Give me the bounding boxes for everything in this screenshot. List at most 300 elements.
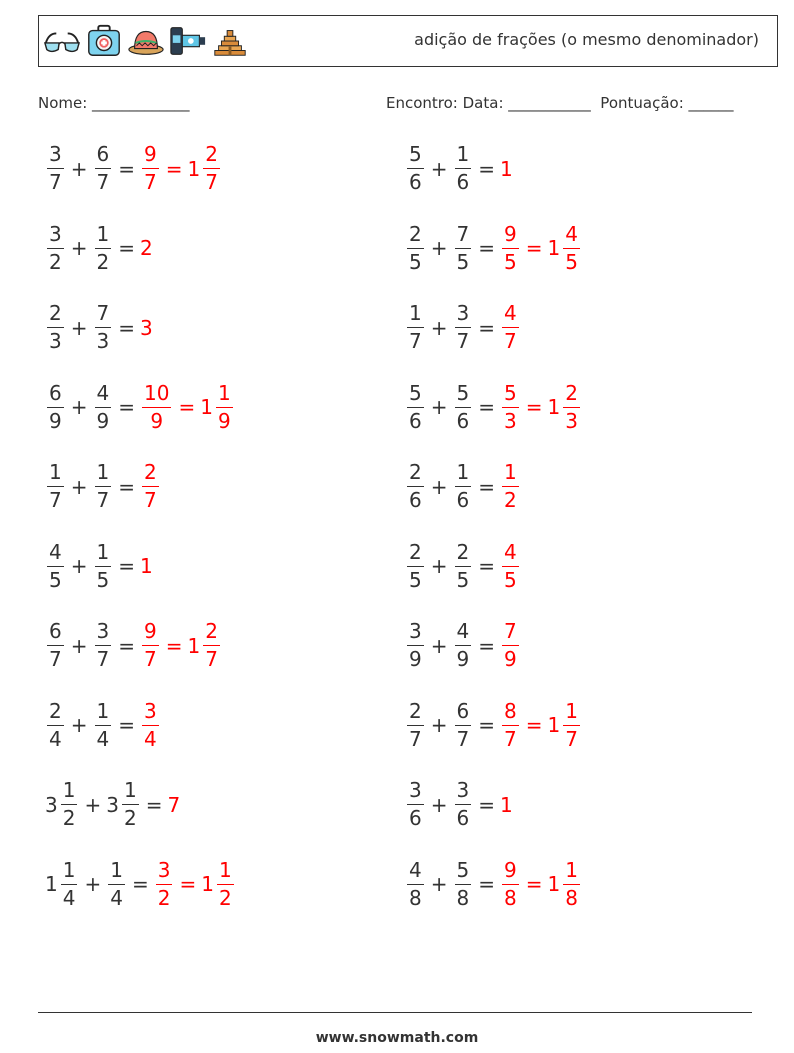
equals-sign: =: [478, 554, 495, 578]
fraction-bar: [47, 486, 64, 487]
answer: [154, 859, 236, 910]
fraction: [47, 700, 64, 751]
denominator: 6: [409, 408, 422, 433]
addend-2: [93, 223, 114, 274]
numerator: 4: [456, 619, 470, 643]
numerator: 6: [49, 380, 62, 405]
denominator: 4: [96, 726, 110, 751]
equals-sign: =: [478, 713, 495, 737]
addend-2: [106, 859, 127, 910]
answer-term: [140, 700, 161, 751]
numerator: 1: [565, 698, 578, 723]
denominator: 9: [150, 408, 164, 433]
fraction: [502, 859, 519, 910]
date-score-label: Encontro: Data: ___________ Pontuação: ______: [386, 94, 734, 112]
denominator: 4: [62, 885, 76, 910]
problem-item: [45, 461, 161, 512]
fraction: [455, 859, 472, 910]
addend-2: [453, 382, 474, 433]
plus-sign: +: [430, 633, 448, 658]
numerator: 2: [409, 460, 422, 484]
denominator: 7: [49, 647, 62, 671]
equals-sign: =: [478, 792, 495, 817]
numerator: 2: [409, 221, 422, 246]
fraction: [455, 382, 472, 433]
denominator: 4: [49, 726, 62, 751]
equals-sign: =: [118, 633, 135, 658]
denominator: 3: [96, 329, 110, 353]
fraction: [455, 302, 472, 353]
equals-sign: =: [478, 315, 495, 340]
fraction-bar: [142, 725, 159, 726]
addend-1: [405, 541, 426, 592]
plus-sign: +: [70, 474, 88, 499]
problem-item: [405, 382, 582, 433]
fraction-bar: [61, 804, 78, 805]
answer: [500, 792, 514, 817]
fraction: [407, 223, 424, 274]
numerator: 5: [504, 380, 517, 405]
fraction-bar: [455, 486, 472, 487]
numerator: 2: [565, 380, 578, 405]
denominator: 5: [504, 567, 517, 592]
fraction: [142, 620, 159, 671]
denominator: 7: [144, 647, 157, 671]
fraction-bar: [455, 725, 472, 726]
denominator: 7: [49, 488, 62, 512]
denominator: 7: [144, 170, 157, 194]
fraction: [47, 382, 64, 433]
numerator: 5: [456, 380, 470, 405]
denominator: 2: [218, 885, 232, 910]
numerator: 5: [409, 142, 422, 166]
equals-sign: =: [118, 474, 135, 499]
denominator: 9: [504, 647, 517, 671]
answer-term: [548, 223, 582, 274]
fraction: [47, 302, 64, 353]
denominator: 5: [504, 249, 517, 274]
problem-item: [405, 859, 582, 910]
addend-1: [45, 700, 66, 751]
denominator: 7: [96, 488, 110, 512]
fraction: [455, 461, 472, 512]
problem-item: [405, 541, 521, 592]
fraction: [203, 620, 220, 671]
answer: [500, 620, 521, 671]
whole-number: 2: [140, 236, 153, 260]
numerator: 2: [456, 539, 470, 564]
numerator: 2: [205, 142, 218, 166]
fraction-bar: [563, 248, 580, 249]
fraction: [502, 700, 519, 751]
equals-sign: =: [478, 156, 495, 181]
whole-number: 1: [187, 156, 201, 181]
fraction: [563, 700, 580, 751]
denominator: 4: [110, 885, 123, 910]
answer-term: [500, 156, 514, 181]
problem-item: [45, 541, 154, 592]
whole-number: 1: [45, 872, 58, 896]
numerator: 9: [144, 142, 157, 166]
answer: [140, 143, 222, 194]
answer: [140, 315, 154, 340]
denominator: 6: [409, 806, 422, 830]
equals-sign: =: [478, 474, 495, 499]
numerator: 3: [49, 142, 62, 166]
answer-equals-sign: =: [165, 633, 183, 658]
denominator: 9: [217, 408, 231, 433]
equals-sign: =: [478, 633, 495, 658]
fraction: [407, 700, 424, 751]
equals-sign: =: [118, 713, 135, 737]
fraction: [502, 223, 519, 274]
whole-number: 3: [140, 315, 153, 340]
fraction-bar: [95, 327, 112, 328]
fraction: [95, 382, 112, 433]
fraction-bar: [502, 725, 519, 726]
fraction: [47, 541, 64, 592]
fraction: [95, 541, 112, 592]
numerator: 4: [504, 539, 517, 564]
addend-2: [453, 302, 474, 353]
answer: [500, 461, 521, 512]
whole-number: 3: [106, 792, 119, 817]
numerator: 7: [96, 301, 110, 325]
addend-1: [45, 461, 66, 512]
addend-1: [405, 302, 426, 353]
denominator: 7: [409, 726, 422, 751]
addend-2: [93, 700, 114, 751]
addend-1: [45, 223, 66, 274]
fraction-bar: [61, 884, 78, 885]
numerator: 3: [456, 301, 470, 325]
problem-item: [405, 461, 521, 512]
first-aid-kit-icon: [85, 22, 123, 60]
plus-sign: +: [430, 315, 448, 340]
fraction: [95, 700, 112, 751]
answer-equals-sign: =: [165, 156, 183, 181]
numerator: 2: [49, 698, 62, 723]
answer-term: [154, 859, 175, 910]
numerator: 4: [96, 380, 110, 405]
fraction-bar: [95, 566, 112, 567]
fraction-bar: [203, 645, 220, 646]
denominator: 8: [565, 885, 578, 910]
fraction: [407, 461, 424, 512]
fraction-bar: [47, 725, 64, 726]
numerator: 9: [504, 857, 517, 882]
fraction-bar: [455, 884, 472, 885]
answer: [140, 556, 154, 576]
equals-sign: =: [118, 156, 135, 181]
equals-sign: =: [118, 554, 135, 578]
numerator: 6: [456, 698, 470, 723]
numerator: 1: [49, 460, 62, 484]
answer: [500, 859, 582, 910]
numerator: 1: [565, 857, 578, 882]
plus-sign: +: [70, 236, 88, 260]
fraction: [407, 541, 424, 592]
answer-term: [500, 223, 521, 274]
addend-2: [93, 620, 114, 671]
answer-term: [140, 620, 161, 671]
answer: [500, 156, 514, 181]
fraction-bar: [95, 168, 112, 169]
numerator: 3: [409, 778, 422, 802]
fraction-bar: [108, 884, 125, 885]
numerator: 4: [49, 539, 62, 564]
fraction-bar: [502, 486, 519, 487]
problem-item: [405, 620, 521, 671]
fraction-bar: [47, 566, 64, 567]
answer-equals-sign: =: [179, 872, 197, 896]
problem-item: [45, 620, 222, 671]
denominator: 9: [456, 647, 470, 671]
denominator: 7: [144, 488, 157, 512]
header-icons: [43, 22, 249, 62]
numerator: 1: [504, 460, 517, 484]
plus-sign: +: [70, 395, 88, 419]
addend-1: [45, 302, 66, 353]
fraction: [217, 859, 234, 910]
answer-equals-sign: =: [525, 236, 543, 260]
fraction-bar: [455, 645, 472, 646]
camcorder-icon: [169, 22, 207, 60]
fraction-bar: [47, 407, 64, 408]
denominator: 5: [565, 249, 578, 274]
fraction: [95, 620, 112, 671]
numerator: 1: [456, 142, 470, 166]
numerator: 1: [96, 460, 110, 484]
denominator: 7: [205, 170, 218, 194]
numerator: 5: [456, 857, 470, 882]
answer: [500, 302, 521, 353]
numerator: 4: [565, 221, 578, 246]
fraction-bar: [407, 407, 424, 408]
answer: [500, 382, 582, 433]
footer-url: www.snowmath.com: [315, 1030, 479, 1046]
plus-sign: +: [70, 554, 88, 578]
answer-term: [548, 859, 582, 910]
fraction: [502, 541, 519, 592]
fraction: [407, 779, 424, 830]
answer: [140, 620, 222, 671]
fraction-bar: [142, 407, 171, 408]
problem-item: [45, 382, 235, 433]
plus-sign: +: [70, 315, 88, 340]
addend-1: [405, 779, 426, 830]
denominator: 7: [504, 329, 517, 353]
problem-item: [405, 302, 521, 353]
fraction-bar: [156, 884, 173, 885]
addend-1: [45, 541, 66, 592]
answer: [500, 541, 521, 592]
problem-item: [405, 223, 582, 274]
addend-2: [453, 461, 474, 512]
denominator: 7: [205, 647, 218, 671]
denominator: 7: [456, 726, 470, 751]
equals-sign: =: [478, 872, 495, 896]
denominator: 7: [456, 329, 470, 353]
numerator: 1: [96, 698, 110, 723]
answer-equals-sign: =: [525, 872, 543, 896]
numerator: 1: [96, 221, 110, 246]
fraction-bar: [47, 248, 64, 249]
answer-term: [500, 382, 521, 433]
addend-2: [453, 223, 474, 274]
addend-1: [45, 143, 66, 194]
denominator: 7: [565, 726, 578, 751]
denominator: 7: [409, 329, 422, 353]
plus-sign: +: [430, 713, 448, 737]
numerator: 9: [504, 221, 517, 246]
plus-sign: +: [84, 792, 102, 817]
fraction-bar: [455, 327, 472, 328]
denominator: 3: [565, 408, 578, 433]
fraction: [122, 779, 139, 830]
numerator: 5: [409, 380, 422, 405]
fraction-bar: [455, 248, 472, 249]
numerator: 1: [62, 857, 76, 882]
whole-number: 1: [200, 395, 213, 419]
denominator: 7: [96, 647, 110, 671]
fraction: [142, 461, 159, 512]
fraction-bar: [407, 248, 424, 249]
numerator: 3: [96, 619, 110, 643]
fraction: [455, 700, 472, 751]
denominator: 4: [144, 726, 157, 751]
fraction: [502, 382, 519, 433]
fraction: [216, 382, 233, 433]
answer-term: [500, 700, 521, 751]
denominator: 8: [456, 885, 470, 910]
fraction: [142, 700, 159, 751]
whole-number: 1: [547, 395, 561, 419]
answer-term: [200, 382, 234, 433]
numerator: 2: [49, 301, 62, 325]
addend-1: [45, 620, 66, 671]
denominator: 5: [456, 567, 470, 592]
answer-term: [140, 556, 154, 576]
problem-item: [45, 859, 236, 910]
numerator: 1: [217, 380, 231, 405]
equals-sign: =: [118, 236, 135, 260]
fraction: [407, 302, 424, 353]
denominator: 3: [49, 329, 62, 353]
fraction-bar: [95, 645, 112, 646]
denominator: 9: [409, 647, 422, 671]
whole-number: 1: [547, 713, 561, 737]
fraction-bar: [502, 407, 519, 408]
fraction-bar: [455, 407, 472, 408]
numerator: 1: [96, 539, 110, 564]
numerator: 10: [144, 380, 170, 405]
equals-sign: =: [131, 872, 149, 896]
fraction: [142, 143, 159, 194]
whole-number: 7: [167, 792, 181, 817]
fraction: [455, 541, 472, 592]
fraction-bar: [502, 327, 519, 328]
fraction-bar: [455, 168, 472, 169]
whole-number: 1: [547, 872, 561, 896]
answer: [140, 382, 235, 433]
fraction-bar: [407, 486, 424, 487]
answer-term: [140, 461, 161, 512]
numerator: 4: [409, 857, 422, 882]
plus-sign: +: [430, 395, 448, 419]
fraction-bar: [95, 407, 112, 408]
fraction: [203, 143, 220, 194]
denominator: 9: [96, 408, 110, 433]
numerator: 3: [409, 619, 422, 643]
numerator: 2: [205, 619, 218, 643]
fraction-bar: [407, 804, 424, 805]
fraction-bar: [95, 248, 112, 249]
fraction: [407, 143, 424, 194]
answer: [500, 223, 582, 274]
plus-sign: +: [84, 872, 102, 896]
numerator: 1: [456, 460, 470, 484]
fraction-bar: [47, 645, 64, 646]
fraction-bar: [142, 168, 159, 169]
denominator: 6: [456, 488, 470, 512]
fraction-bar: [502, 645, 519, 646]
numerator: 1: [62, 778, 76, 802]
fraction: [47, 461, 64, 512]
plus-sign: +: [430, 792, 448, 817]
fraction: [95, 461, 112, 512]
whole-number: 3: [45, 792, 58, 817]
problem-item: [405, 700, 582, 751]
answer-term: [500, 302, 521, 353]
numerator: 7: [504, 619, 517, 643]
answer: [140, 238, 154, 258]
fraction: [156, 859, 173, 910]
numerator: 9: [144, 619, 157, 643]
plus-sign: +: [430, 236, 448, 260]
denominator: 6: [409, 488, 422, 512]
denominator: 7: [49, 170, 62, 194]
answer-equals-sign: =: [525, 395, 543, 419]
answer-term: [500, 461, 521, 512]
whole-number: 1: [140, 554, 153, 578]
answer-term: [188, 620, 222, 671]
answer-term: [500, 541, 521, 592]
whole-number: 1: [500, 156, 513, 181]
equals-sign: =: [145, 792, 163, 817]
fraction: [61, 779, 78, 830]
fraction: [95, 302, 112, 353]
denominator: 6: [456, 806, 470, 830]
fraction-bar: [563, 725, 580, 726]
fraction-bar: [216, 407, 233, 408]
denominator: 5: [409, 249, 422, 274]
addend-1: [45, 779, 79, 830]
denominator: 9: [49, 408, 62, 433]
answer-term: [140, 238, 154, 258]
answer-term: [500, 859, 521, 910]
denominator: 6: [456, 408, 470, 433]
equals-sign: =: [478, 236, 495, 260]
pyramid-icon: [211, 22, 249, 60]
answer-equals-sign: =: [525, 713, 543, 737]
numerator: 1: [409, 301, 422, 325]
answer-term: [140, 382, 173, 433]
fraction: [47, 143, 64, 194]
answer-term: [188, 143, 222, 194]
denominator: 2: [49, 249, 62, 274]
problem-item: [45, 302, 154, 353]
